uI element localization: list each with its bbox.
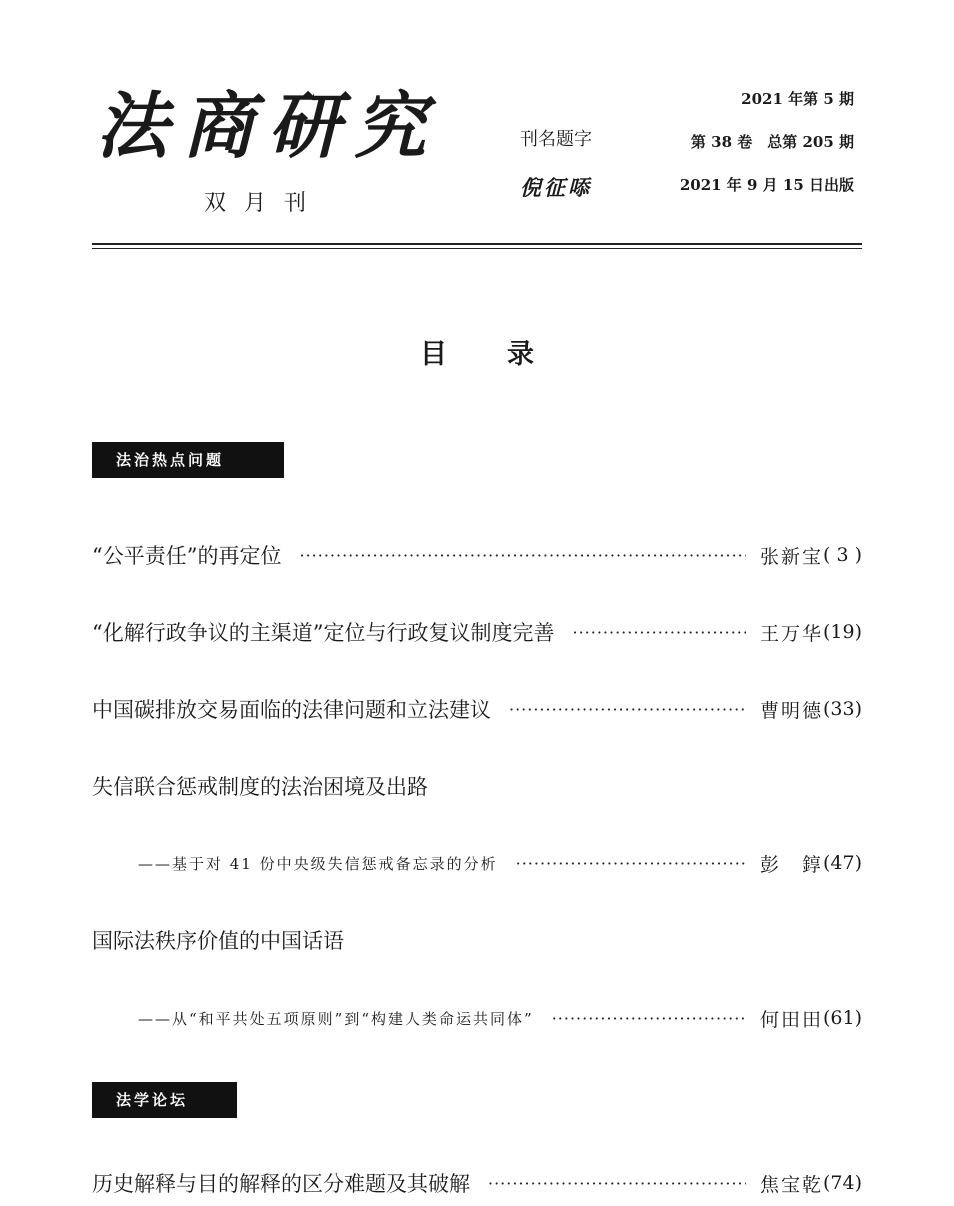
entry-subtitle: ——基于对 41 份中央级失信惩戒备忘录的分析 [138, 854, 498, 873]
entry-author: 何田田 [759, 1008, 823, 1031]
toc-heading: 目录 [420, 339, 594, 370]
entry-title: 中国碳排放交易面临的法律问题和立法建议 [92, 698, 491, 722]
entry-title: 历史解释与目的解释的区分难题及其破解 [92, 1172, 470, 1196]
toc-entry[interactable] [92, 692, 862, 726]
entry-title[interactable]: 失信联合惩戒制度的法治困境及出路 [92, 775, 428, 799]
leader-dots [509, 700, 746, 719]
leader-dots [299, 546, 746, 565]
journal-frequency: 双月刊 [204, 191, 325, 216]
entry-author: 彭 錞 [759, 853, 823, 876]
entry-author: 张新宝 [759, 545, 823, 568]
header-rule [92, 243, 862, 245]
volume-number: 第 38 卷 总第 205 期 [690, 133, 854, 151]
toc-entry[interactable] [92, 1166, 862, 1200]
section-tag-legal-hot-issues: 法治热点问题 [92, 442, 284, 478]
toc-entry[interactable] [92, 1001, 862, 1035]
entry-page: (19) [822, 621, 862, 643]
entry-page: (74) [822, 1172, 862, 1194]
entry-title: “公平责任”的再定位 [92, 544, 282, 568]
entry-title: “化解行政争议的主渠道”定位与行政复议制度完善 [92, 621, 555, 645]
leader-dots [552, 1009, 746, 1028]
entry-author: 曹明德 [759, 699, 823, 722]
entry-page: (47) [822, 852, 862, 874]
toc-entry[interactable] [92, 538, 862, 572]
calligraphy-label: 刊名题字 [520, 129, 592, 150]
entry-page: (61) [822, 1007, 862, 1029]
toc-entry[interactable] [92, 615, 862, 649]
section-tag-legal-forum: 法学论坛 [92, 1082, 237, 1118]
toc-entry[interactable] [92, 846, 862, 880]
publication-date: 2021 年 9 月 15 日出版 [679, 176, 854, 194]
leader-dots [572, 623, 745, 642]
entry-page: (33) [822, 698, 862, 720]
entry-author: 王万华 [759, 622, 823, 645]
header-rule-thin [92, 248, 862, 249]
journal-title: 法商研究 [96, 83, 441, 168]
entry-author: 焦宝乾 [759, 1173, 823, 1196]
issue-number: 2021 年第 5 期 [741, 90, 854, 108]
entry-title[interactable]: 国际法秩序价值的中国话语 [92, 929, 344, 953]
entry-subtitle: ——从“和平共处五项原则”到“构建人类命运共同体” [138, 1009, 534, 1028]
calligrapher-name: 倪征㖭 [520, 175, 592, 200]
leader-dots [516, 854, 746, 873]
leader-dots [488, 1174, 746, 1193]
entry-page: ( 3 ) [823, 544, 862, 566]
